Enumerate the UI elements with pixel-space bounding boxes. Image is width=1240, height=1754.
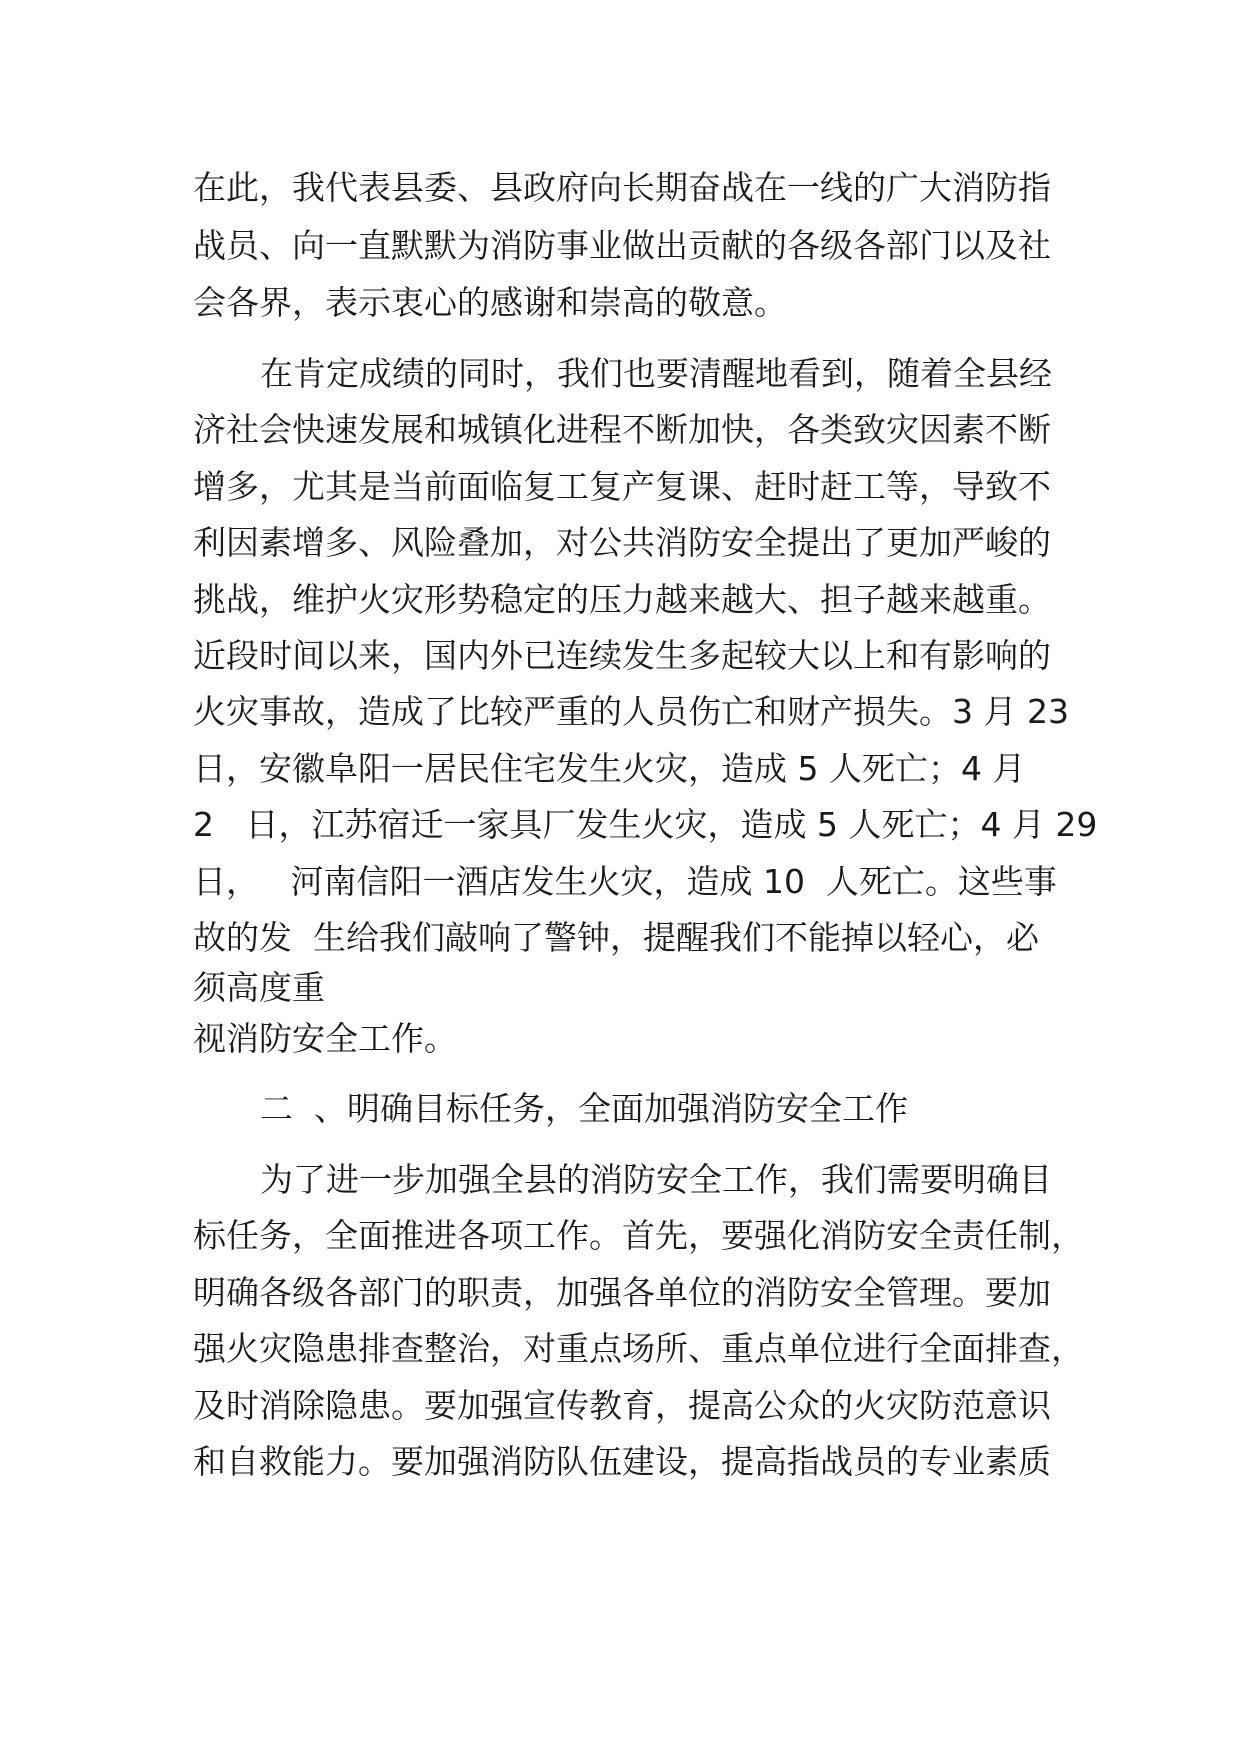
text-line: 近段时间以来，国内外已连续发生多起较大以上和有影响的	[193, 636, 1051, 675]
section-heading: 二 、明确目标任务，全面加强消防安全工作	[260, 1089, 908, 1128]
text-line: 日， 河南信阳一酒店发生火灾，造成 10 人死亡。这些事	[193, 862, 1057, 901]
text-line: 会各界，表示衷心的感谢和崇高的敬意。	[193, 283, 787, 322]
text-line: 明确各级各部门的职责，加强各单位的消防安全管理。要加	[193, 1273, 1051, 1312]
text-line: 2 日，江苏宿迁一家具厂发生火灾，造成 5 人死亡；4 月 29	[193, 805, 1098, 844]
text-line: 利因素增多、风险叠加，对公共消防安全提出了更加严峻的	[193, 523, 1051, 562]
text-line: 及时消除隐患。要加强宣传教育，提高公众的火灾防范意识	[193, 1386, 1051, 1425]
text-line: 为了进一步加强全县的消防安全工作，我们需要明确目	[260, 1160, 1052, 1199]
text-line: 须高度重	[193, 968, 325, 1007]
text-line: 和自救能力。要加强消防队伍建设，提高指战员的专业素质	[193, 1442, 1051, 1481]
text-line: 在此，我代表县委、县政府向长期奋战在一线的广大消防指	[193, 168, 1051, 207]
text-line: 战员、向一直默默为消防事业做出贡献的各级各部门以及社	[193, 226, 1051, 265]
text-line: 火灾事故，造成了比较严重的人员伤亡和财产损失。3 月 23	[193, 692, 1069, 731]
text-line: 在肯定成绩的同时，我们也要清醒地看到，随着全县经	[260, 354, 1052, 393]
text-line: 视消防安全工作。	[193, 1019, 457, 1058]
text-line: 挑战，维护火灾形势稳定的压力越来越大、担子越来越重。	[193, 580, 1051, 619]
text-line: 增多，尤其是当前面临复工复产复课、赶时赶工等，导致不	[193, 467, 1051, 506]
text-line: 济社会快速发展和城镇化进程不断加快，各类致灾因素不断	[193, 410, 1051, 449]
text-line: 故的发 生给我们敲响了警钟，提醒我们不能掉以轻心，必	[193, 918, 1039, 957]
text-line: 标任务，全面推进各项工作。首先，要强化消防安全责任制，	[193, 1216, 1084, 1255]
text-line: 强火灾隐患排查整治，对重点场所、重点单位进行全面排查，	[193, 1329, 1084, 1368]
text-line: 日，安徽阜阳一居民住宅发生火灾，造成 5 人死亡；4 月	[193, 749, 1026, 788]
